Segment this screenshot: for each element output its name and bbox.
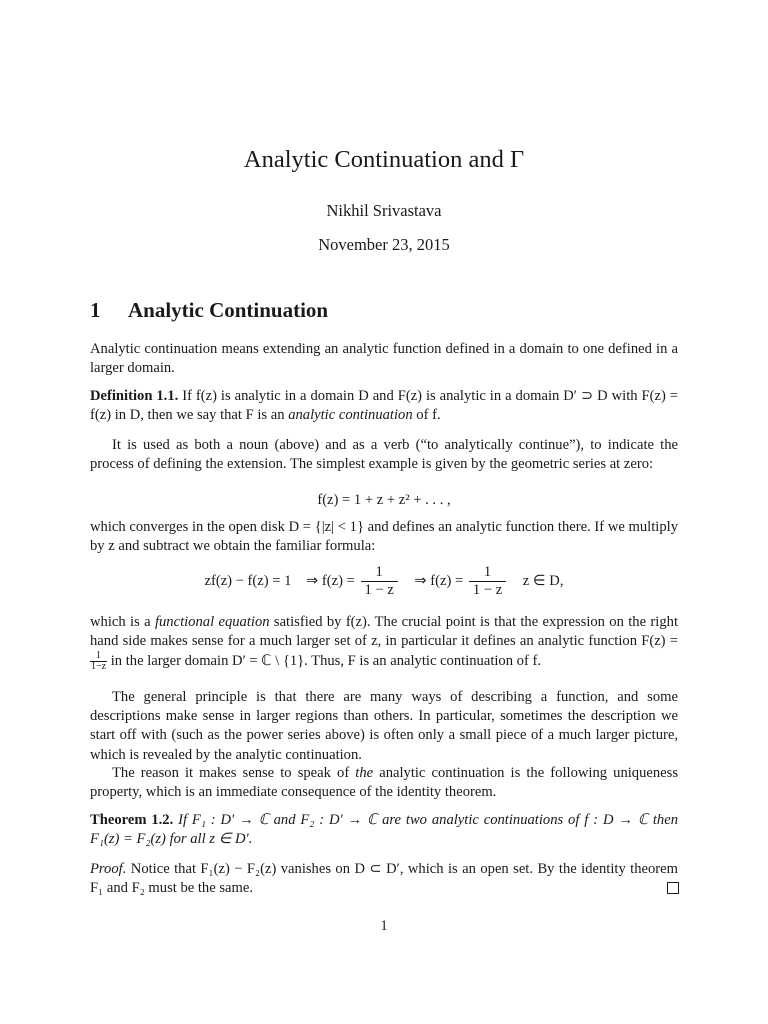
theorem-block: Theorem 1.2. If F₁ : D′ → ℂ and F₂ : D′ → ℂ are two analytic continuations of f : D → ℂ then F₁(z) = F₂(z) for all z ∈ D′.	[90, 812, 679, 848]
section-title: Analytic Continuation	[128, 298, 329, 322]
definition-label: Definition 1.1.	[90, 388, 179, 404]
date: November 23, 2015	[318, 235, 450, 254]
paper-title: Analytic Continuation and Γ	[243, 146, 525, 173]
paragraph-uniqueness: The reason it makes sense to speak of the analytic continuation is the following uniqueness property, which is an immediate consequence of the identity theorem.	[90, 765, 679, 801]
theorem-label: Theorem 1.2.	[90, 812, 174, 828]
qed-square-icon	[667, 882, 679, 894]
paragraph-converges: which converges in the open disk D = {|z| < 1} and defines an analytic function there. If we multiply by z and subtract we obtain the familiar formula:	[90, 519, 678, 555]
proof-block: Proof. Notice that F₁(z) − F₂(z) vanishes on D ⊂ D′, which is an open set. By the identity theorem F₁ and F₂ must be the same.	[90, 861, 678, 897]
section-number: 1	[90, 298, 101, 322]
inline-fraction: $\frac{1}{1-z}$	[91, 650, 107, 673]
paragraph-noun-verb: It is used as both a noun (above) and as a verb (“to analytically continue”), to indicate the process of defining the extension. The simplest example is given by the geometric series at zero:	[90, 437, 678, 473]
page-number: 1	[380, 918, 388, 934]
intro-paragraph: Analytic continuation means extending an analytic function defined in a domain to one defined in a larger domain.	[90, 341, 678, 377]
proof-label: Proof.	[90, 861, 127, 877]
fraction-1: $\frac{1}{1 - z}$	[361, 564, 398, 599]
section-heading	[90, 298, 328, 323]
fraction-2: $\frac{1}{1 - z}$	[469, 564, 506, 599]
paragraph-general-principle: The general principle is that there are many ways of describing a function, and some descriptions make sense in larger regions than others. In particular, sometimes the description we start off with (such as the power series above) is often only a small piece of a much larger picture, which is revealed by the analytic continuation.	[90, 689, 678, 763]
equation-functional: zf(z) − f(z) = 1 ⇒ f(z) = $\frac{1}{1 - z}$ ⇒ f(z) = $\frac{1}{1 - z}$ z ∈ D,	[204, 564, 564, 598]
paragraph-functional-equation: which is a functional equation satisfied by f(z). The crucial point is that the expression on the right hand side makes sense for a much larger set of z, in particular it defines an analytic function F(z) = $\frac{1}{1-z}$ in the larger domain D′ = ℂ \ {1}. Thus, F is an analytic continuation of f.	[90, 614, 678, 673]
definition-block: Definition 1.1. If f(z) is analytic in a domain D and F(z) is analytic in a domain D′ ⊃ D with F(z) = f(z) in D, then we say that F is an analytic continuation of f.	[90, 388, 679, 424]
equation-geometric-series: f(z) = 1 + z + z² + . . . ,	[317, 492, 451, 508]
author: Nikhil Srivastava	[326, 201, 442, 220]
